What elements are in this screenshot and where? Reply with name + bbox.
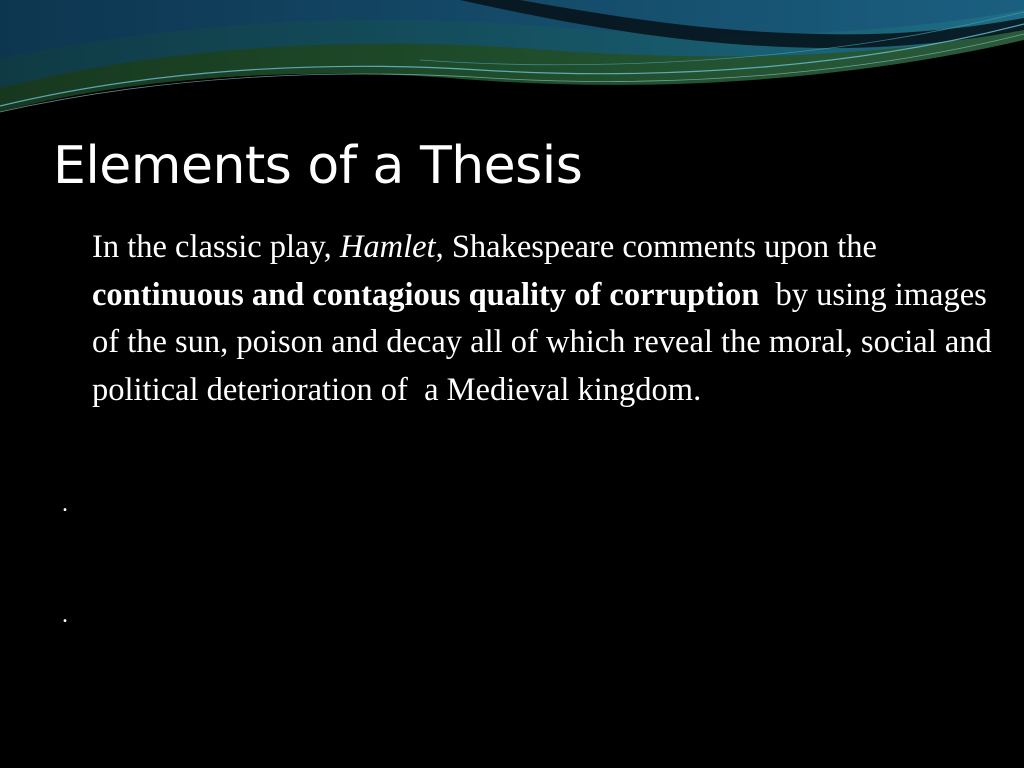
slide-title: Elements of a Thesis xyxy=(53,136,583,196)
bullet-dot: . xyxy=(62,491,68,517)
wave-banner-decoration xyxy=(0,0,1024,130)
thesis-text-part-3: by using images of the sun, poison and decay all of which reveal the moral, social and political deterioration of a Medieval kingdom. xyxy=(92,276,1004,408)
thesis-text-part-1: In the classic play, xyxy=(92,229,340,265)
bullet-dot: . xyxy=(62,602,68,628)
thesis-text-part-2: , Shakespeare comments upon the xyxy=(435,229,877,265)
thesis-paragraph xyxy=(92,224,1004,414)
thesis-key-phrase: continuous and contagious quality of corruption xyxy=(92,276,760,313)
thesis-work-title: Hamlet xyxy=(339,229,436,265)
